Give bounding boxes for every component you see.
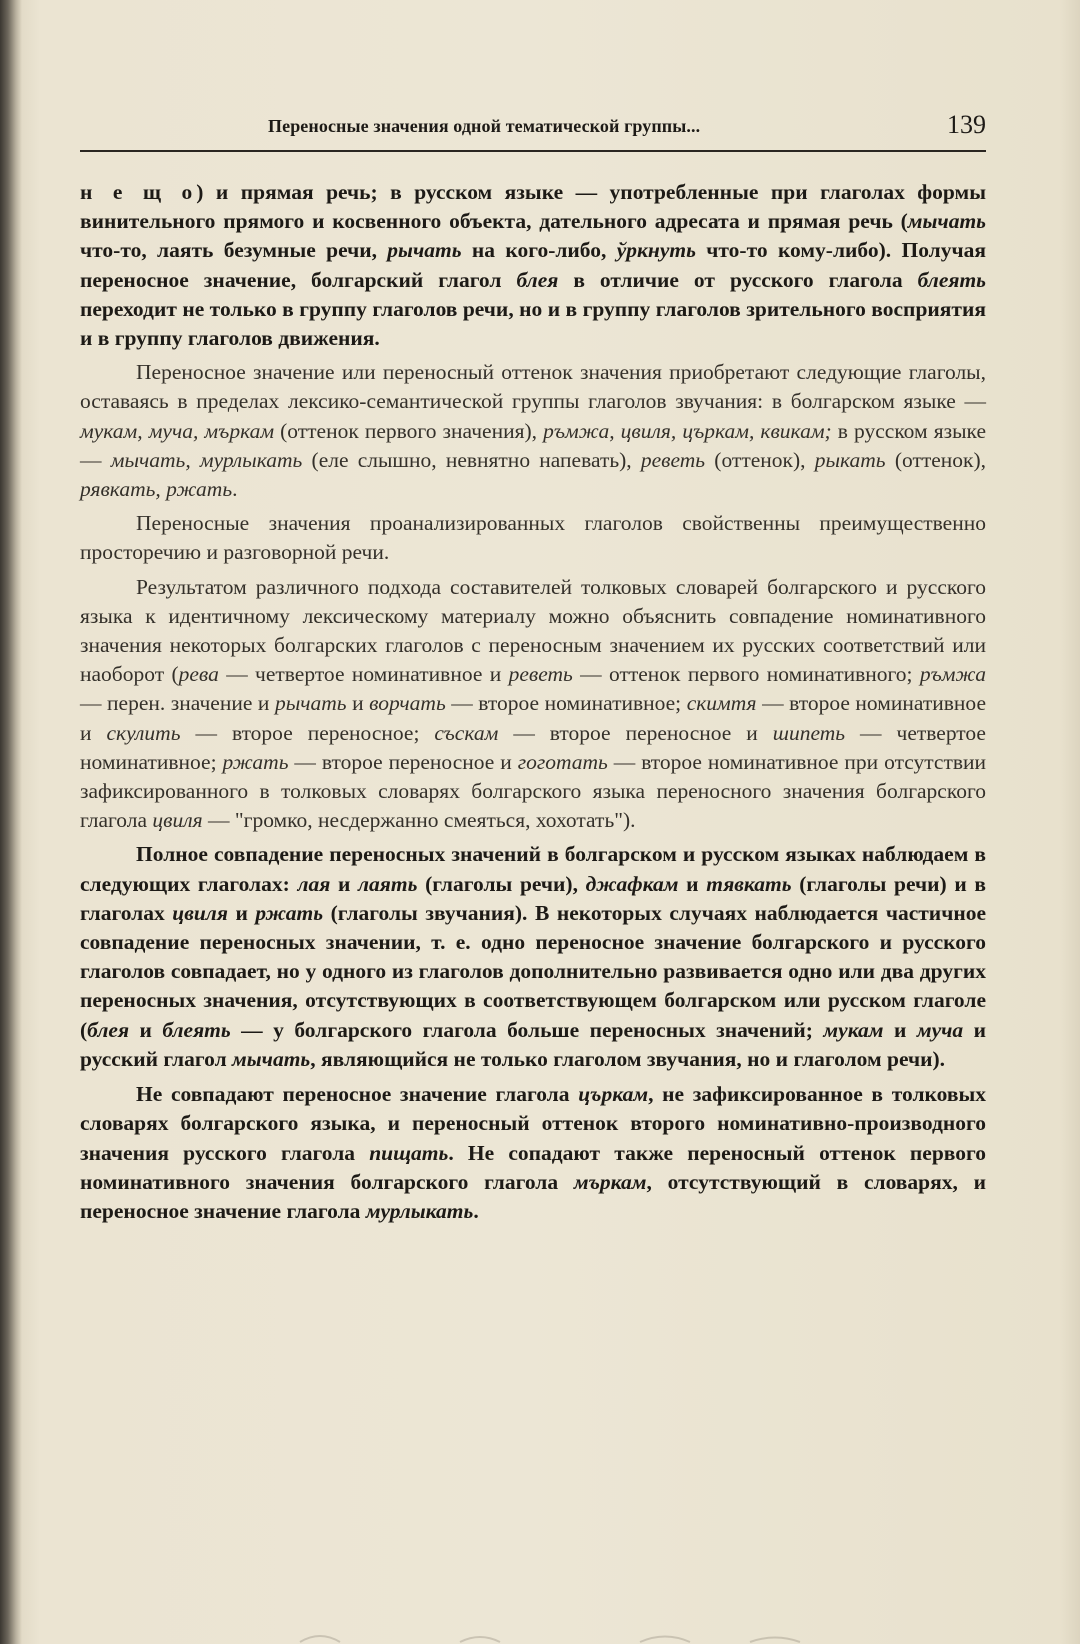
italic-term: мычать, мурлыкать <box>110 447 303 472</box>
show-through-marks <box>280 1628 840 1644</box>
italic-term: мычать <box>907 209 986 234</box>
paragraph-4 <box>80 573 986 836</box>
text-run: и <box>227 900 256 925</box>
italic-term: блеять <box>162 1017 231 1042</box>
text-run: ) и прямая речь; в русском языке — употребленные при глаголах формы винительного прямого и косвенного объекта, дательного адресата и прямая речь ( <box>80 180 986 234</box>
italic-term: пищать <box>369 1140 449 1165</box>
text-run: Переносное значение или переносный оттенок значения приобретают следующие глаголы, оставаясь в пределах лексико-семантической группы глаголов звучания: в болгарском языке — <box>80 360 986 414</box>
italic-term: рыкать <box>814 447 886 472</box>
paragraph-5 <box>80 840 986 1074</box>
text-run: . <box>473 1198 479 1223</box>
text-run: Переносные значения проанализированных глаголов свойственны преимущественно просторечию и разговорной речи. <box>80 511 986 565</box>
body-text <box>80 178 986 1226</box>
paragraph-3 <box>80 509 986 567</box>
running-title: Переносные значения одной тематической группы... <box>268 116 701 136</box>
text-run: и русский глагол <box>80 1017 986 1071</box>
text-run: и <box>330 871 359 896</box>
text-run: — перен. значение и <box>80 691 275 716</box>
italic-term: блеять <box>917 267 987 292</box>
italic-term: мукам, муча, мъркам <box>80 418 275 443</box>
text-run: что-то кому-либо). Получая переносное значение, болгарский глагол <box>80 238 986 292</box>
italic-term: реветь <box>640 447 706 472</box>
italic-term: рычать <box>387 238 462 263</box>
text-run: переходит не только в группу глаголов речи, но и в группу глаголов зрительного восприятия и в группу глаголов движения. <box>80 296 986 351</box>
text-run: , являющийся не только глаголом звучания, но и глаголом речи). <box>310 1046 946 1071</box>
text-run: и <box>883 1017 917 1042</box>
text-run: (глаголы речи) и в глаголах <box>80 871 987 925</box>
italic-term: скулить <box>106 720 181 745</box>
text-run: н е щ о <box>80 180 197 204</box>
italic-term: реветь <box>508 662 573 687</box>
italic-term: мычать <box>232 1046 311 1071</box>
paragraph-2 <box>80 358 986 504</box>
text-run: что-то, лаять безумные речи, <box>80 238 388 263</box>
text-run: — оттенок первого номинативного; <box>572 662 920 687</box>
text-run: — четвертое номинативное; <box>80 720 986 774</box>
running-head <box>80 108 986 148</box>
binding-shadow <box>0 0 22 1644</box>
text-run: . <box>232 477 238 502</box>
header-rule <box>80 150 986 152</box>
italic-term: рычать <box>274 691 347 716</box>
italic-term: тявкать <box>706 871 792 896</box>
italic-term: джафкам <box>585 871 679 896</box>
text-run: (глаголы звучания). В некоторых случаях наблюдается частичное совпадение переносных значении, т. е. одно переносное значение болгарского и русского глаголов совпадает, но у одного из глаголов дополнительно развивается одно или два других переносных значения, отсутствующих в соответствующем болгарском или русском глаголе ( <box>80 900 986 1042</box>
italic-term: блея <box>87 1017 130 1042</box>
italic-term: мъркам <box>573 1169 647 1194</box>
text-run: , не зафиксированное в толковых словарях болгарского языка, и переносный оттенок второго номинативно-производного значения русского глагола <box>80 1082 986 1165</box>
text-run: и <box>346 691 370 716</box>
page-number: 139 <box>947 110 986 139</box>
italic-term: църкам <box>578 1082 649 1107</box>
italic-term: мурлыкать <box>365 1198 474 1223</box>
text-run: — "громко, несдержанно смеяться, хохотать"). <box>202 808 636 833</box>
text-run: — у болгарского глагола больше переносных значений; <box>230 1017 824 1042</box>
italic-term: мукам <box>823 1017 884 1042</box>
paragraph-1 <box>80 178 986 353</box>
italic-term: ръмжа, цвиля, църкам, квикам; <box>543 418 832 443</box>
text-run: — второе номинативное при отсутствии зафиксированного в толковых словарях болгарского языка переносного значения болгарского глагола <box>80 749 986 833</box>
text-run: и <box>129 1017 163 1042</box>
italic-term: лаять <box>358 871 418 896</box>
italic-term: блея <box>516 267 559 292</box>
italic-term: ржать <box>255 900 324 925</box>
text-run: — второе переносное и <box>288 749 518 774</box>
italic-term: ворчать <box>369 691 446 716</box>
italic-term: ръмжа <box>919 662 986 687</box>
text-run: в отличие от русского глагола <box>558 267 918 292</box>
text-run: (оттенок), <box>885 447 987 472</box>
text-run: Не совпадают переносное значение глагола <box>136 1082 579 1107</box>
text-run: — второе переносное и <box>498 720 773 745</box>
text-run: в русском языке — <box>80 418 986 472</box>
italic-term: рявкать, ржать <box>80 477 233 502</box>
text-run: Результатом различного подхода составителей толковых словарей болгарского и русского языка к идентичному лексическому материалу можно объяснить совпадение номинативного значения некоторых болгарских глаголов с переносным значением их русских соответствий или наоборот ( <box>80 574 986 687</box>
text-run: (оттенок), <box>705 447 815 472</box>
paragraph-6 <box>80 1080 986 1226</box>
text-run: (оттенок первого значения), <box>274 418 544 443</box>
italic-term: съскам <box>434 720 499 745</box>
italic-term: рева <box>178 662 219 687</box>
text-run: (еле слышно, невнятно напевать), <box>302 447 641 472</box>
text-run: (глаголы речи), <box>417 871 586 896</box>
italic-term: цвиля <box>152 808 203 833</box>
text-run: и <box>678 871 707 896</box>
text-run: — четвертое номинативное и <box>218 662 509 687</box>
italic-term: ржать <box>222 749 289 774</box>
italic-term: скимтя <box>686 691 757 716</box>
italic-term: ўркнуть <box>616 238 696 263</box>
italic-term: шипеть <box>772 720 846 745</box>
italic-term: муча <box>916 1017 964 1042</box>
text-run: — второе номинативное и <box>80 691 986 745</box>
text-run: Полное совпадение переносных значений в болгарском и русском языках наблюдаем в следующих глаголах: <box>80 842 986 896</box>
text-run: , отсутствующий в словарях, и переносное значение глагола <box>80 1169 986 1223</box>
italic-term: цвиля <box>172 900 228 925</box>
text-run: — второе переносное; <box>180 720 435 745</box>
italic-term: лая <box>297 871 331 896</box>
text-run: . Не сопадают также переносный оттенок первого номинативного значения болгарского глагола <box>80 1140 987 1194</box>
text-run: — второе номинативное; <box>445 691 687 716</box>
italic-term: гоготать <box>517 749 608 774</box>
text-run: на кого-либо, <box>461 238 617 263</box>
